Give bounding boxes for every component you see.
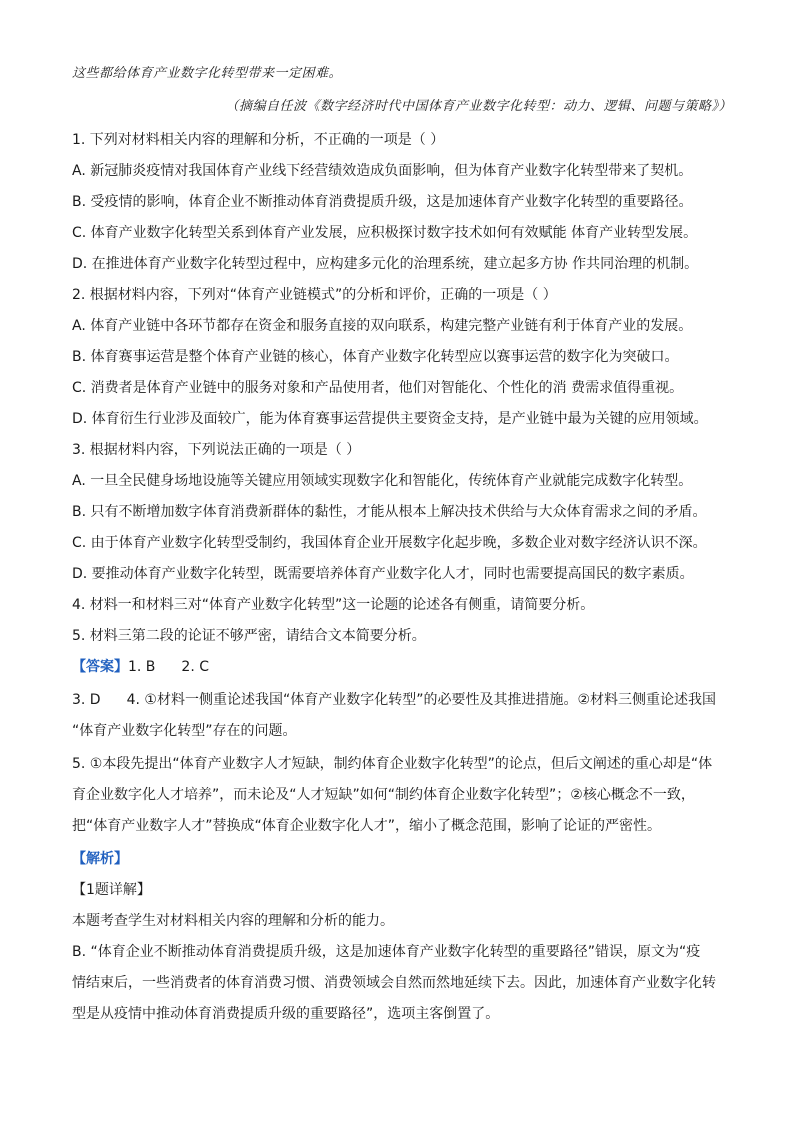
answer-5-line-2: 育企业数字化人才培养”，而未论及“人才短缺”如何“制约体育企业数字化转型”；②核心概念不一致， xyxy=(72,787,695,803)
question-2-option-b: B. 体育赛事运营是整个体育产业链的核心，体育产业数字化转型应以赛事运营的数字化为突破口。 xyxy=(72,349,679,365)
analysis-label: 【解析】 xyxy=(72,851,128,867)
answer-row-1 xyxy=(72,657,732,677)
detail-line-3: 情结束后，一些消费者的体育消费习惯、消费领域会自然而然地延续下去。因此，加速体育产业数字化转 xyxy=(72,975,716,991)
question-1-option-a: A. 新冠肺炎疫情对我国体育产业线下经营绩效造成负面影响，但为体育产业数字化转型带来了契机。 xyxy=(72,163,693,179)
intro-end-text: 这些都给体育产业数字化转型带来一定困难。 xyxy=(72,66,343,81)
answer-5-line-1: 5. ①本段先提出“体育产业数字人才短缺，制约体育企业数字化转型”的论点，但后文阐述的重心却是“体 xyxy=(72,756,713,772)
question-3-option-c: C. 由于体育产业数字化转型受制约，我国体育企业开展数字化起步晚，多数企业对数字经济认识不深。 xyxy=(72,535,707,551)
question-2-option-c: C. 消费者是体育产业链中的服务对象和产品使用者，他们对智能化、个性化的消 费需求值得重视。 xyxy=(72,380,684,396)
answer-4-line-2: “体育产业数字化转型”存在的问题。 xyxy=(72,723,297,739)
answer-5-line-3: 把“体育产业数字人才”替换成“体育企业数字化人才”，缩小了概念范围，影响了论证的严密性。 xyxy=(72,818,662,834)
question-1-stem: 1. 下列对材料相关内容的理解和分析，不正确的一项是（ ） xyxy=(72,132,445,148)
question-1-option-c: C. 体育产业数字化转型关系到体育产业发展，应积极探讨数字技术如何有效赋能 体育产业转型发展。 xyxy=(72,225,698,241)
question-3-option-a: A. 一旦全民健身场地设施等关键应用领域实现数字化和智能化，传统体育产业就能完成数字化转型。 xyxy=(72,473,693,489)
question-3-stem: 3. 根据材料内容，下列说法正确的一项是（ ） xyxy=(72,442,361,458)
question-2-option-a: A. 体育产业链中各环节都存在资金和服务直接的双向联系，构建完整产业链有利于体育产业的发展。 xyxy=(72,318,693,334)
answer-3: 3. D xyxy=(72,692,101,708)
answer-label: 【答案】 xyxy=(72,659,128,675)
answer-1: 1. B xyxy=(128,659,156,675)
answer-4-line-1: 4. ①材料一侧重论述我国“体育产业数字化转型”的必要性及其推进措施。②材料三侧重论述我国 xyxy=(126,692,717,708)
question-1-option-b: B. 受疫情的影响，体育企业不断推动体育消费提质升级，这是加速体育产业数字化转型的重要路径。 xyxy=(72,194,693,210)
question-4: 4. 材料一和材料三对“体育产业数字化转型”这一论题的论述各有侧重，请简要分析。 xyxy=(72,597,595,613)
detail-line-1: 本题考查学生对材料相关内容的理解和分析的能力。 xyxy=(72,913,394,929)
answer-row-2 xyxy=(72,690,732,710)
detail-line-4: 型是从疫情中推动体育消费提质升级的重要路径”，选项主客倒置了。 xyxy=(72,1006,500,1022)
question-3-option-b: B. 只有不断增加数字体育消费新群体的黏性，才能从根本上解决技术供给与大众体育需求之间的矛盾。 xyxy=(72,504,707,520)
detail-label: 【1题详解】 xyxy=(72,882,151,898)
source-citation: （摘编自任波《数字经济时代中国体育产业数字化转型：动力、逻辑、问题与策略》） xyxy=(225,99,732,114)
question-1-option-d: D. 在推进体育产业数字化转型过程中，应构建多元化的治理系统，建立起多方协 作共同治理的机制。 xyxy=(72,256,699,272)
question-2-option-d: D. 体育衍生行业涉及面较广，能为体育赛事运营提供主要资金支持，是产业链中最为关键的应用领域。 xyxy=(72,411,708,427)
detail-line-2: B. “体育企业不断推动体育消费提质升级，这是加速体育产业数字化转型的重要路径”错误，原文为“疫 xyxy=(72,944,701,960)
question-3-option-d: D. 要推动体育产业数字化转型，既需要培养体育产业数字化人才，同时也需要提高国民的数字素质。 xyxy=(72,566,694,582)
question-2-stem: 2. 根据材料内容，下列对“体育产业链模式”的分析和评价，正确的一项是（ ） xyxy=(72,287,557,303)
question-5: 5. 材料三第二段的论证不够严密，请结合文本简要分析。 xyxy=(72,628,426,644)
answer-2: 2. C xyxy=(181,659,210,675)
